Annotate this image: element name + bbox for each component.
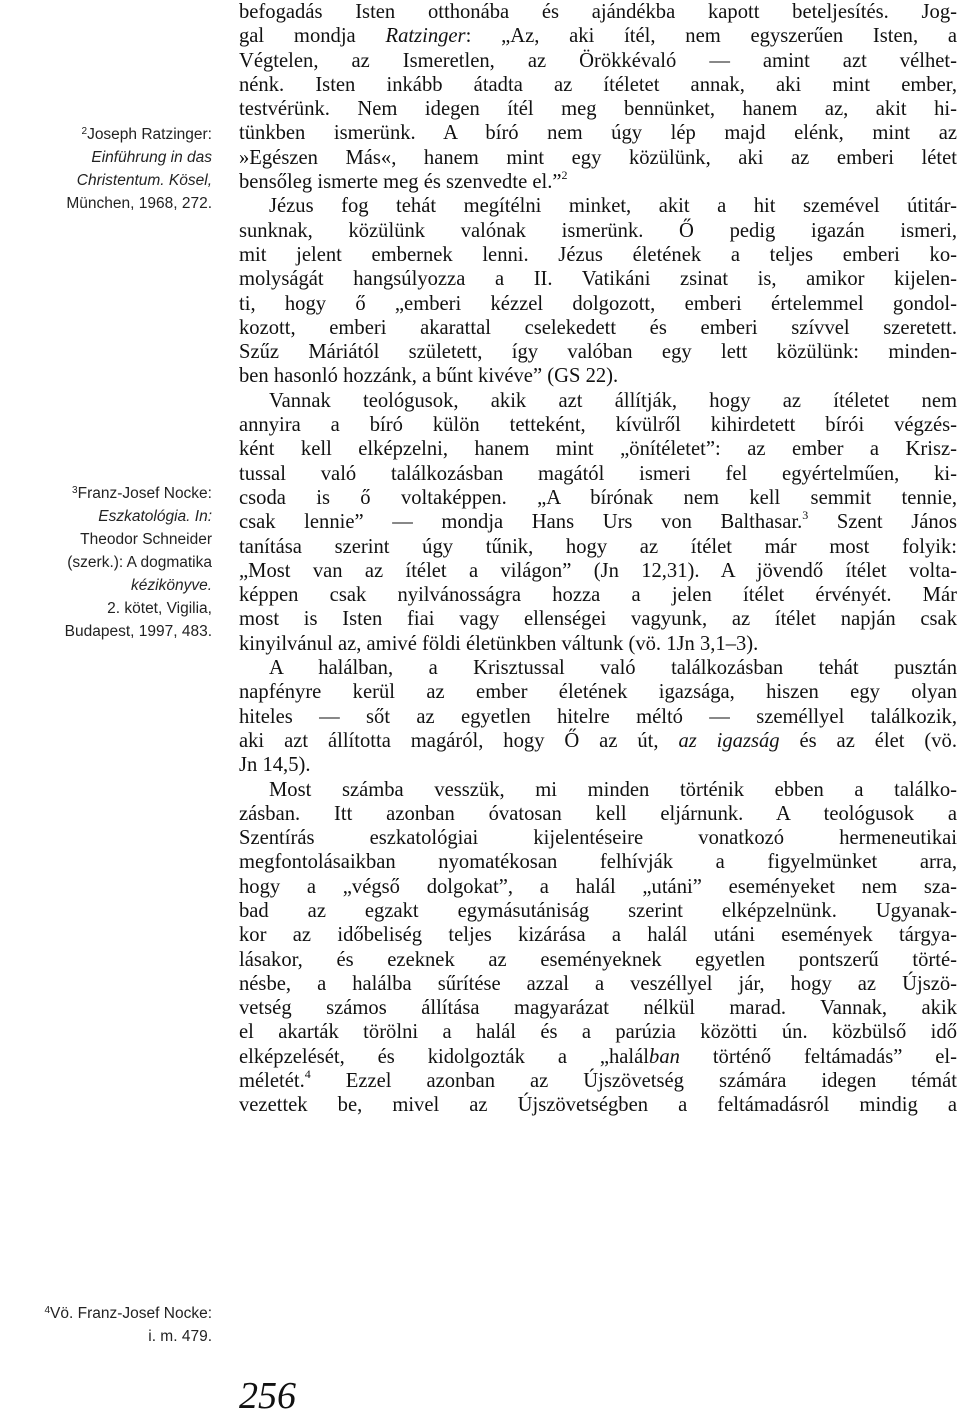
- text-line: tussal való találkozásban magától ismeri fel egyértelműen, ki-: [239, 462, 957, 485]
- text-line: »Egészen Más«, hanem mint egy közülünk, aki az emberi létet: [239, 146, 957, 169]
- text-line: nésbe, a halálba sűrítése azzal a veszéllyel jár, hogy az Újszö-: [239, 972, 957, 995]
- footnote-line: Einführung in das: [91, 149, 212, 166]
- footnote-line: Theodor Schneider: [80, 531, 212, 548]
- text-line: zásban. Itt azonban óvatosan kell eljárnunk. A teológusok a: [239, 802, 957, 825]
- italic-name: Ratzinger: [385, 25, 466, 48]
- paragraph-3: [239, 389, 957, 656]
- text-line: hogy a „végső dolgokat”, a halál „utáni” eseményeket nem sza-: [239, 875, 957, 898]
- text-line: elképzelését, és kidolgozták a „halálban történő feltámadás” el-: [239, 1045, 957, 1068]
- text-line: Szűz Máriától született, így valóban egy lett közülünk: minden-: [239, 341, 957, 364]
- paragraph-5: [239, 778, 957, 1118]
- text-line: méletét.$^4$ Ezzel azonban az Újszövetség számára idegen témát: [239, 1067, 957, 1093]
- text-line: el akarták törölni a halál és a parúzia közötti ún. közbülső idő: [239, 1021, 957, 1044]
- text-line: annyira a bíró külön tetteként, kívülről kihirdetett bírói végzés-: [239, 414, 957, 437]
- text-line: vetség számos állítása magyarázat nélkül marad. Vannak, akik: [239, 997, 957, 1020]
- text-line: sunknak, közülünk valónak ismerünk. Ő pedig igazán ismeri,: [239, 219, 957, 242]
- footnote-line: München, 1968, 272.: [66, 195, 212, 212]
- footnote-3: [12, 482, 212, 643]
- footnote-line: 2. kötet, Vigilia,: [107, 600, 212, 617]
- footnote-line: Christentum. Kösel,: [76, 172, 212, 189]
- text-line: Szentírás eszkatológiai kijelentéseire vonatkozó hermeneutikai: [239, 827, 957, 850]
- text-line: ben hasonló hozzánk, a bűnt kivéve” (GS 22).: [239, 365, 619, 388]
- text-segment: gal mondja Ratzinger: „Az, aki ítél, nem egyszerűen Isten, a: [239, 25, 958, 48]
- margin-notes: [0, 0, 212, 1419]
- text-line: kor az időbeliség teljes kizárása a halál utáni események tárgya-: [239, 924, 957, 947]
- footnote-4: [12, 1302, 212, 1348]
- text-line: Most számba vesszük, mi minden történik ebben a találko-: [269, 778, 957, 801]
- footnote-line: kézikönyve.: [131, 577, 212, 594]
- footnote-number: 3: [72, 485, 78, 496]
- text-line: Vannak teológusok, akik azt állítják, hogy az ítéletet nem: [269, 389, 957, 412]
- footnote-line: $^4$Vö. Franz-Josef Nocke:: [44, 1305, 212, 1322]
- footnote-ref-2: 2: [561, 168, 568, 183]
- text-line: kozott, emberi akarattal cselekedett és emberi szívvel szeretett.: [239, 316, 957, 339]
- text-line: napfényre kerül az ember életének igazsága, hiszen egy olyan: [239, 681, 957, 704]
- text-line: tünkben ismerünk. A bíró nem úgy lép majd elénk, mint az: [239, 122, 957, 145]
- text-line: kinyilvánul az, amivé földi életünkben váltunk (vö. 1Jn 3,1–3).: [239, 632, 759, 655]
- text-line: csak lennie” — mondja Hans Urs von Balthasar.$^3$ Szent János: [239, 508, 957, 534]
- footnote-number: 2: [81, 126, 88, 137]
- text-line: befogadás Isten otthonába és ajándékba kapott beteljesítés. Jog-: [239, 1, 957, 23]
- text-line: képpen csak nyilvánosságra hozza a jelen ítélet érvényét. Már: [239, 584, 957, 607]
- footnote-line: (szerk.): A dogmatika: [67, 554, 212, 571]
- text-line: most is Isten fiai vagy ellenségei vagyunk, az ítélet napján csak: [239, 608, 957, 631]
- footnote-2: [12, 123, 212, 215]
- text-line: Jn 14,5).: [239, 754, 311, 777]
- text-line: bad az egzakt egymásutániság szerint elképzelnünk. Ugyanak-: [239, 899, 957, 922]
- footnote-line: i. m. 479.: [148, 1328, 212, 1345]
- text-line: „Most van az ítélet a világon” (Jn 12,31). A jövendő ítélet volta-: [239, 559, 957, 582]
- text-line: lásakor, és ezeknek az eseményeknek egyetlen pontszerű törté-: [239, 948, 957, 971]
- text-line: mit jelent embernek lenni. Jézus életének a teljes emberi ko-: [239, 243, 957, 266]
- text-line: nénk. Isten inkább átadta az ítéletet annak, aki mint ember,: [239, 73, 957, 96]
- text-line: ként kell elképzelni, hanem mint „önítéletet”: az ember a Krisz-: [239, 438, 957, 461]
- paragraph-2: [239, 194, 957, 388]
- text-line: [239, 24, 957, 48]
- text-line: molyságát hangsúlyozza a II. Vatikáni zsinat is, amikor kijelen-: [239, 268, 957, 291]
- footnote-ref-3: 3: [802, 508, 809, 523]
- text-line: tanítása szerint úgy tűnik, hogy az ítélet már most folyik:: [239, 535, 957, 558]
- footnote-number: 4: [44, 1305, 51, 1316]
- page-number: 256: [239, 1375, 296, 1417]
- text-line: csoda is ő voltaképpen. „A bírónak nem kell semmit tennie,: [239, 486, 957, 509]
- text-line: Végtelen, az Ismeretlen, az Örökkévaló — amint azt vélhet-: [239, 49, 957, 72]
- text-line: ti, hogy ő „emberi kézzel dolgozott, emberi értelemmel gondol-: [239, 292, 957, 315]
- footnote-line: Eszkatológia. In:: [98, 508, 212, 525]
- footnote-line: Budapest, 1997, 483.: [64, 623, 212, 640]
- footnote-line: $^2$Joseph Ratzinger:: [81, 126, 212, 143]
- text-line: Jézus fog tehát megítélni minket, akit a hit szemével útitár-: [269, 195, 957, 218]
- footnote-ref-4: 4: [304, 1067, 311, 1082]
- footnote-line: $^3$Franz-Josef Nocke:: [72, 485, 212, 502]
- paragraph-4: [239, 656, 957, 777]
- text-line: megfontolásaikban nyomatékosan felhívják a figyelmünket arra,: [239, 851, 957, 874]
- paragraph-1: [239, 0, 957, 194]
- text-line: testvérünk. Nem idegen ítél meg bennünket, hanem az, akit hi-: [239, 98, 957, 121]
- text-line: hiteles — sőt az egyetlen hitelre méltó — személlyel találkozik,: [239, 705, 957, 728]
- text-line: bensőleg ismerte meg és szenvedte el.”$^2$: [239, 168, 568, 194]
- text-line: A halálban, a Krisztussal való találkozásban tehát pusztán: [269, 657, 957, 680]
- text-line: aki azt állította magáról, hogy Ő az út, az igazság és az élet (vö.: [239, 729, 957, 752]
- text-line: vezettek be, mivel az Újszövetségben a feltámadásról mindig a: [239, 1094, 957, 1117]
